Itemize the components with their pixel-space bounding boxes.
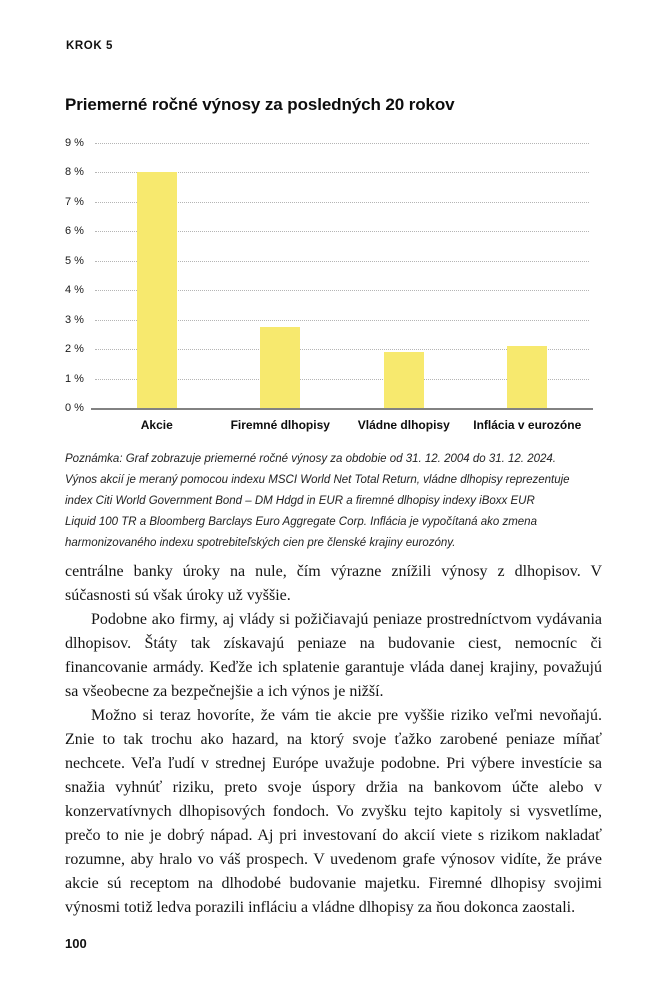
bar-chart bbox=[65, 136, 600, 436]
y-tick-label: 2 % bbox=[65, 343, 84, 356]
page-number: 100 bbox=[65, 936, 87, 951]
chart-title: Priemerné ročné výnosy za posledných 20 rokov bbox=[65, 95, 455, 114]
y-tick-label: 9 % bbox=[65, 137, 84, 149]
y-axis bbox=[65, 137, 87, 414]
bar-infl-cia-v-euroz-ne bbox=[507, 346, 547, 408]
y-tick-label: 6 % bbox=[65, 225, 84, 238]
y-tick-label: 0 % bbox=[65, 402, 84, 414]
x-axis bbox=[95, 418, 589, 432]
bar-firemn-dlhopisy bbox=[260, 327, 300, 408]
footnote-line: index Citi World Government Bond – DM Hdgd in EUR a firemné dlhopisy indexy iBoxx EUR bbox=[65, 495, 535, 507]
y-tick-label: 4 % bbox=[65, 284, 84, 297]
gridline bbox=[95, 143, 589, 144]
footnote-line: Poznámka: Graf zobrazuje priemerné ročné výnosy za obdobie od 31. 12. 2004 do 31. 12. 2024. bbox=[65, 453, 556, 465]
y-tick-label: 1 % bbox=[65, 372, 84, 385]
footnote-line: harmonizovaného indexu spotrebiteľských cien pre členské krajiny eurozóny. bbox=[65, 537, 456, 549]
bar-vl-dne-dlhopisy bbox=[384, 352, 424, 408]
y-tick-label: 8 % bbox=[65, 166, 84, 179]
bar-akcie bbox=[137, 172, 177, 408]
x-tick-label: Vládne dlhopisy bbox=[357, 418, 450, 432]
footnote-line: Liquid 100 TR a Bloomberg Barclays Euro Aggregate Corp. Inflácia je vypočítaná ako zmena bbox=[65, 516, 537, 528]
plot-area bbox=[95, 143, 589, 408]
x-tick-label: Inflácia v eurozóne bbox=[473, 418, 582, 432]
y-tick-label: 3 % bbox=[65, 313, 84, 326]
y-tick-label: 7 % bbox=[65, 195, 84, 208]
body-paragraph: centrálne banky úroky na nule, čím výrazne znížili výnosy z dlhopisov. V súčasnosti sú však úroky už vyššie. bbox=[65, 563, 602, 604]
body-text bbox=[65, 560, 602, 920]
x-tick-label: Akcie bbox=[140, 418, 173, 432]
footnote-line: Výnos akcií je meraný pomocou indexu MSCI World Net Total Return, vládne dlhopisy reprezentuje bbox=[65, 474, 570, 486]
y-tick-label: 5 % bbox=[65, 254, 84, 267]
body-paragraph: Možno si teraz hovoríte, že vám tie akcie pre vyššie riziko veľmi nevoňajú. Znie to tak trochu ako hazard, na ktorý svoje ťažko zarobené peniaze míňať nechcete. Veľa ľudí v strednej Európe uvažuje podobne. Pri výbere investície sa snažia vyhnúť riziku, preto svoje úspory držia na bankovom účte alebo v konzervatívnych dlhopisových fondoch. Vo zvyšku tejto kapitoly si vysvetlíme, prečo to nie je dobrý nápad. Aj pri investovaní do akcií viete s rizikom nakladať rozumne, aby hralo vo váš prospech. V uvedenom grafe výnosov vidíte, že práve akcie sú receptom na dlhodobé budovanie majetku. Firemné dlhopisy svojimi výnosmi totiž ledva porazili infláciu a vládne dlhopisy za ňou dokonca zaostali. bbox=[65, 707, 602, 916]
x-tick-label: Firemné dlhopisy bbox=[230, 418, 330, 432]
section-kicker: KROK 5 bbox=[66, 40, 114, 52]
chart-footnote bbox=[65, 449, 645, 554]
body-paragraph: Podobne ako firmy, aj vlády si požičiavajú peniaze prostredníctvom vydávania dlhopisov. Štáty tak získavajú peniaze na budovanie ciest, nemocníc či financovanie armády. Keďže ich splatenie garantuje vláda danej krajiny, považujú sa všeobecne za bezpečnejšie a ich výnos je nižší. bbox=[65, 611, 602, 700]
